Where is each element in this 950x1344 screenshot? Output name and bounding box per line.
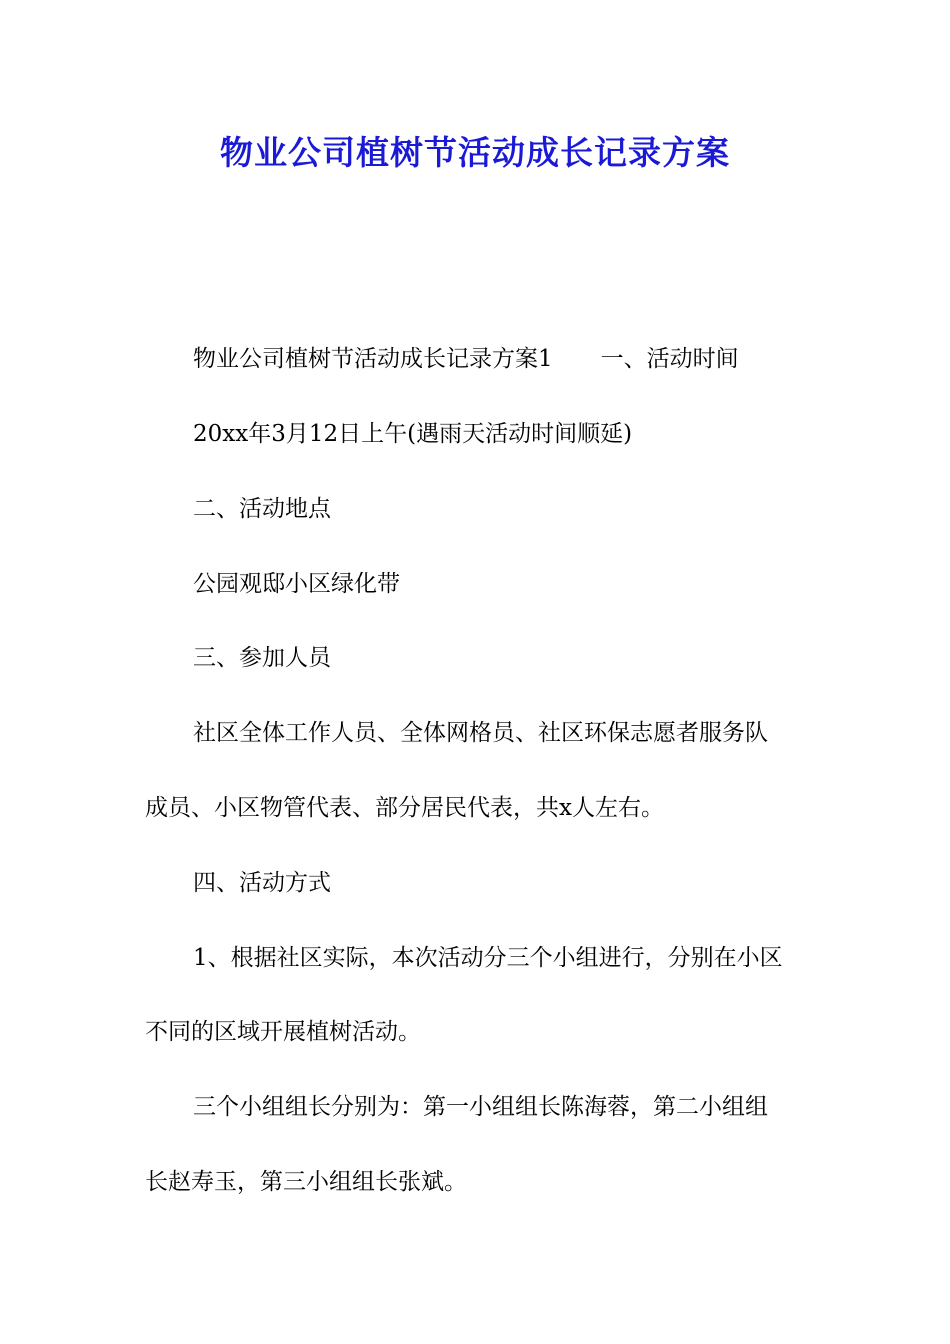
paragraph-line: 社区全体工作人员、全体网格员、社区环保志愿者服务队 [193,720,768,746]
paragraph-line [193,341,863,377]
paragraph-line: 长赵寿玉，第三小组组长张斌。 [145,1169,467,1195]
paragraph-line: 三个小组组长分别为：第一小组组长陈海蓉，第二小组组 [193,1094,768,1120]
section-heading: 四、活动方式 [193,870,331,896]
section-heading: 三、参加人员 [193,645,331,671]
paragraph-line: 公园观邸小区绿化带 [193,571,400,597]
paragraph-line: 20xx年3月12日上午(遇雨天活动时间顺延) [193,421,633,447]
section-heading: 一、活动时间 [600,346,739,372]
document-title: 物业公司植树节活动成长记录方案 [220,133,730,172]
paragraph-line: 成员、小区物管代表、部分居民代表，共x人左右。 [145,795,664,821]
paragraph-line: 1、根据社区实际，本次活动分三个小组进行，分别在小区 [193,945,783,971]
section-heading: 二、活动地点 [193,496,331,522]
section-heading: 物业公司植树节活动成长记录方案1 [193,346,553,372]
paragraph-line: 不同的区域开展植树活动。 [145,1019,421,1045]
